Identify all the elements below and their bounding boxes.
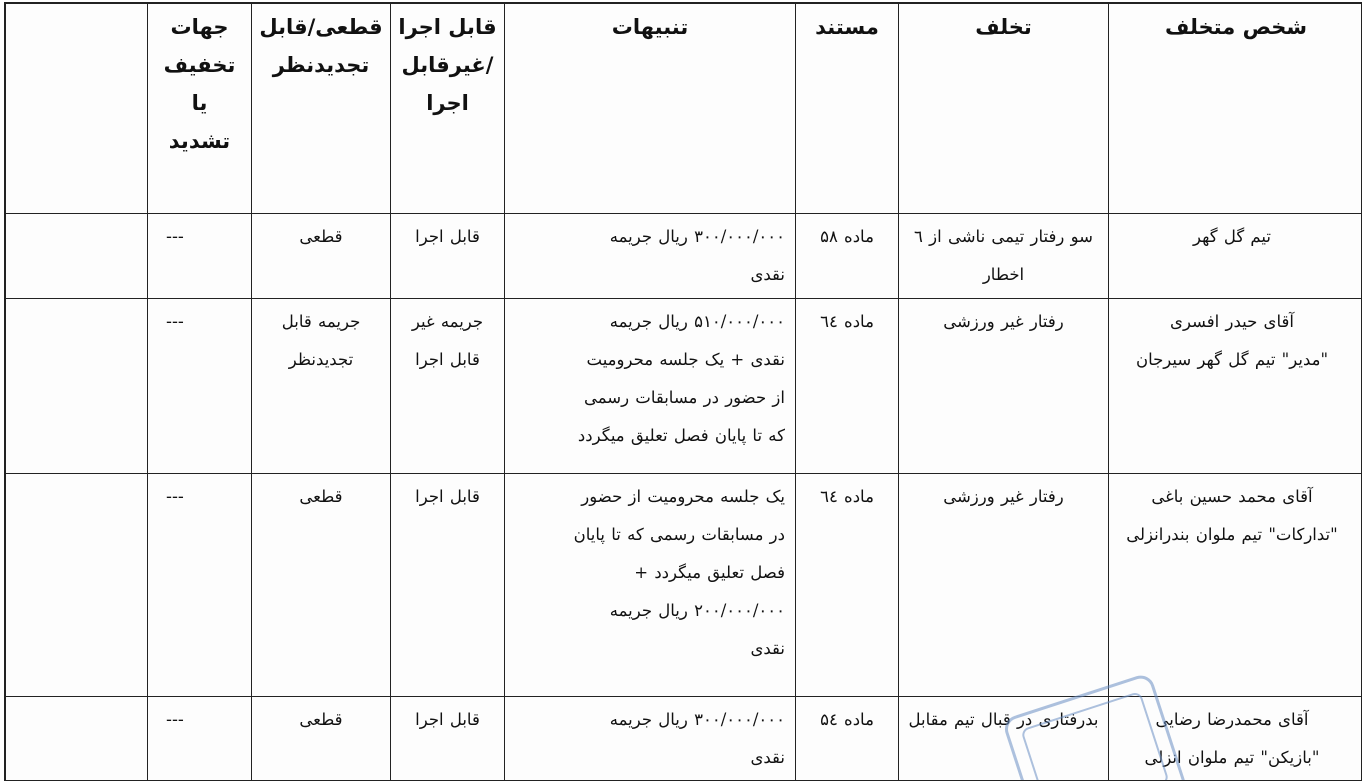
cell-penalty: ۳۰۰/۰۰۰/۰۰۰ ریال جریمه نقدی <box>505 697 796 782</box>
cell-violation: رفتار غیر ورزشی <box>899 299 1109 474</box>
cell-violation: سو رفتار تیمی ناشی از ٦ اخطار <box>899 214 1109 299</box>
header-enforceable: قابل اجرا /غیرقابل اجرا <box>391 4 505 214</box>
cell-mitigation: --- <box>148 474 252 697</box>
cell-basis: ماده ۵۸ <box>796 214 899 299</box>
header-basis: مستند <box>796 4 899 214</box>
cell-mitigation: --- <box>148 299 252 474</box>
cell-person: آقای محمدرضا رضایی "بازیکن" تیم ملوان انزلی <box>1109 697 1363 782</box>
cell-violation: بدرفتاری در قبال تیم مقابل <box>899 697 1109 782</box>
cell-final: قطعی <box>252 474 391 697</box>
cell-penalty: ۳۰۰/۰۰۰/۰۰۰ ریال جریمه نقدی <box>505 214 796 299</box>
header-final: قطعی/قابل تجدیدنظر <box>252 4 391 214</box>
cell-penalty: یک جلسه محرومیت از حضور در مسابقات رسمی که تا پایان فصل تعلیق میگردد + ۲۰۰/۰۰۰/۰۰۰ ریال جریمه نقدی <box>505 474 796 697</box>
header-person: شخص متخلف <box>1109 4 1363 214</box>
cell-person: آقای محمد حسین باغی "تدارکات" تیم ملوان بندرانزلی <box>1109 474 1363 697</box>
cell-enforceable: قابل اجرا <box>391 697 505 782</box>
table-row <box>6 214 1363 299</box>
cell-basis: ماده ۵٤ <box>796 697 899 782</box>
cell-extra <box>6 697 148 782</box>
table-row <box>6 299 1363 474</box>
cell-enforceable: قابل اجرا <box>391 214 505 299</box>
cell-person: آقای حیدر افسری "مدیر" تیم گل گهر سیرجان <box>1109 299 1363 474</box>
header-penalty: تنبیهات <box>505 4 796 214</box>
cell-extra <box>6 299 148 474</box>
header-row <box>6 4 1363 214</box>
cell-mitigation: --- <box>148 214 252 299</box>
cell-penalty: ۵۱۰/۰۰۰/۰۰۰ ریال جریمه نقدی + یک جلسه محرومیت از حضور در مسابقات رسمی که تا پایان فصل تعلیق میگردد <box>505 299 796 474</box>
header-violation: تخلف <box>899 4 1109 214</box>
cell-enforceable: جریمه غیر قابل اجرا <box>391 299 505 474</box>
disciplinary-table <box>5 3 1362 781</box>
cell-extra <box>6 214 148 299</box>
verdict-document <box>4 2 1362 781</box>
cell-extra <box>6 474 148 697</box>
header-mitigation: جهات تخفیف یا تشدید <box>148 4 252 214</box>
cell-basis: ماده ٦٤ <box>796 474 899 697</box>
cell-violation: رفتار غیر ورزشی <box>899 474 1109 697</box>
table-row <box>6 474 1363 697</box>
table-row <box>6 697 1363 782</box>
cell-final: قطعی <box>252 214 391 299</box>
cell-basis: ماده ٦٤ <box>796 299 899 474</box>
cell-enforceable: قابل اجرا <box>391 474 505 697</box>
cell-mitigation: --- <box>148 697 252 782</box>
cell-final: قطعی <box>252 697 391 782</box>
header-extra <box>6 4 148 214</box>
cell-person: تیم گل گهر <box>1109 214 1363 299</box>
cell-final: جریمه قابل تجدیدنظر <box>252 299 391 474</box>
